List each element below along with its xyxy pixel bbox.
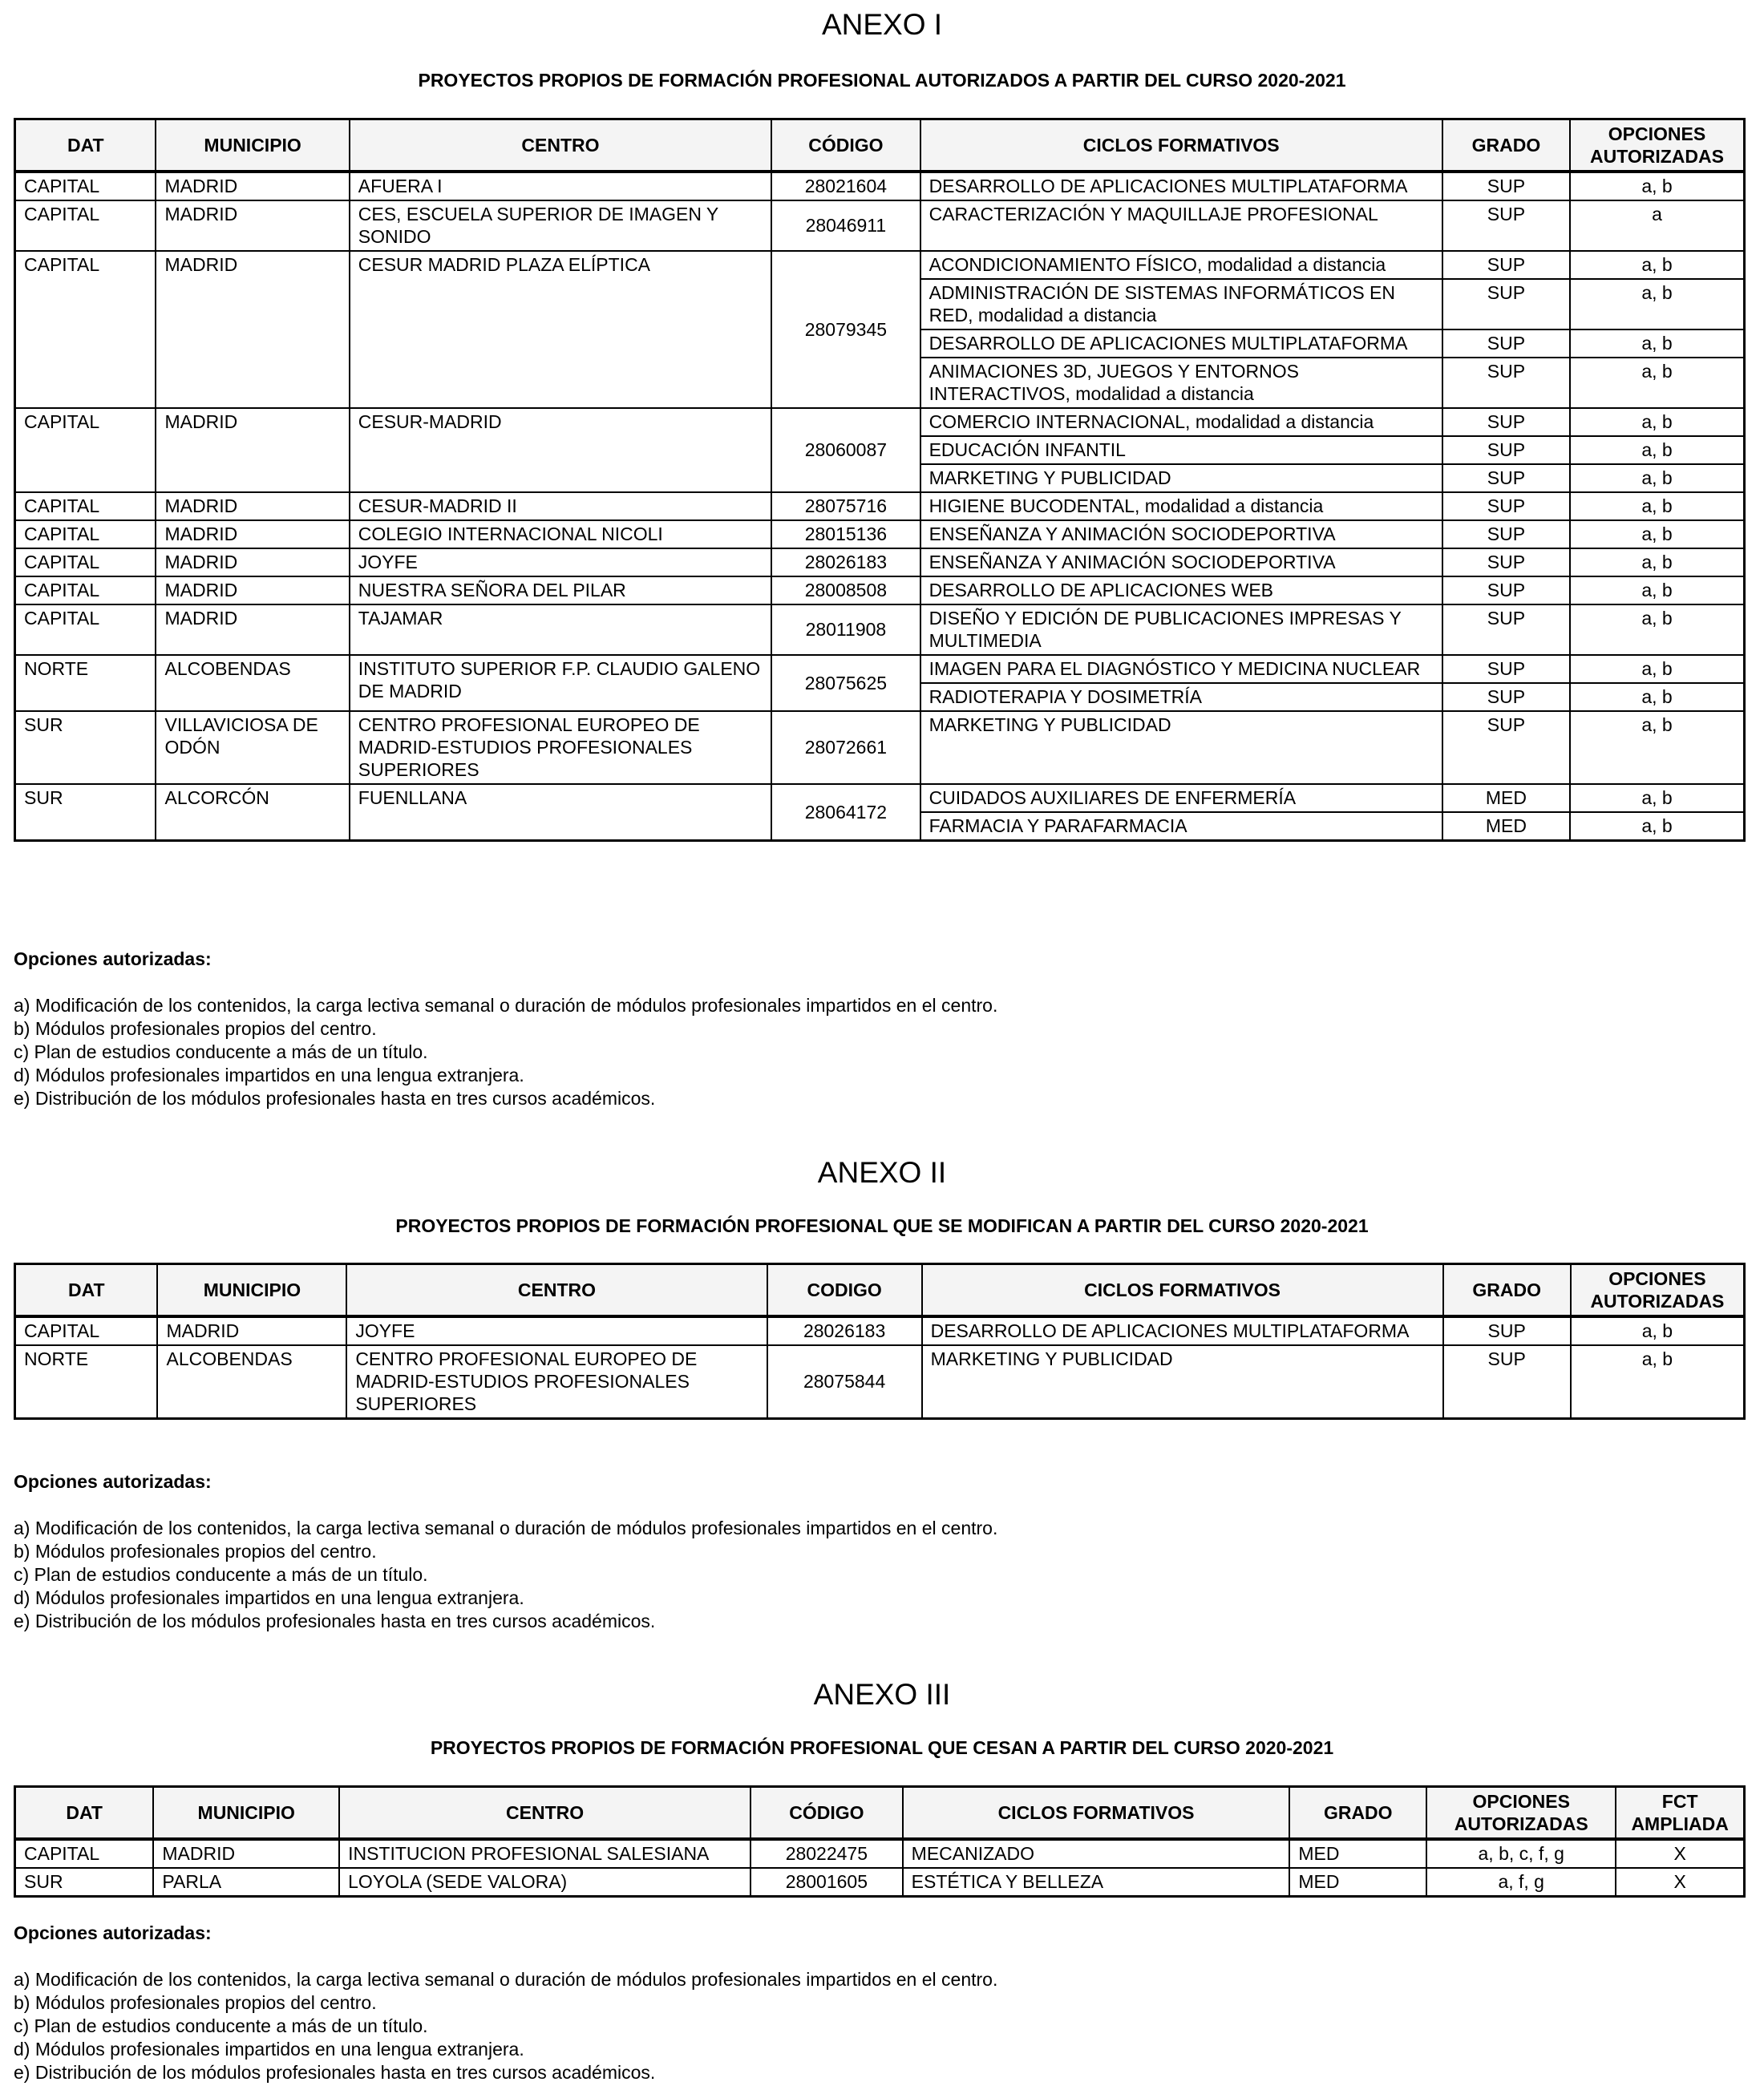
centro-cell: CESUR-MADRID [350, 408, 771, 492]
municipio-cell: ALCOBENDAS [156, 655, 349, 711]
column-header: DAT [15, 119, 156, 172]
codigo-cell: 28008508 [771, 576, 920, 604]
dat-cell: CAPITAL [15, 576, 156, 604]
column-header: OPCIONES AUTORIZADAS [1571, 1264, 1745, 1317]
dat-cell: CAPITAL [15, 492, 156, 520]
opciones-cell: a, b [1570, 576, 1744, 604]
centro-cell: LOYOLA (SEDE VALORA) [339, 1868, 751, 1897]
municipio-cell: MADRID [156, 548, 349, 576]
column-header: GRADO [1289, 1787, 1426, 1840]
table-row [15, 604, 1745, 655]
opciones-cell: a, b [1570, 408, 1744, 436]
codigo-cell: 28026183 [771, 548, 920, 576]
legend-item: b) Módulos profesionales propios del centro. [14, 1992, 377, 2013]
codigo-cell: 28075716 [771, 492, 920, 520]
table-row [15, 520, 1745, 548]
municipio-cell: MADRID [156, 576, 349, 604]
grado-cell: SUP [1442, 358, 1570, 408]
dat-cell: CAPITAL [15, 604, 156, 655]
ciclo-cell: HIGIENE BUCODENTAL, modalidad a distancia [920, 492, 1442, 520]
fct-cell: X [1616, 1839, 1744, 1868]
legend-item: a) Modificación de los contenidos, la carga lectiva semanal o duración de módulos profesionales impartidos en el centro. [14, 1969, 998, 1990]
municipio-cell: VILLAVICIOSA DE ODÓN [156, 711, 349, 784]
table-row [15, 1345, 1745, 1419]
opciones-cell: a, b [1570, 492, 1744, 520]
grado-cell: SUP [1442, 683, 1570, 711]
codigo-cell: 28075844 [767, 1345, 922, 1419]
dat-cell: SUR [15, 1868, 154, 1897]
codigo-cell: 28015136 [771, 520, 920, 548]
table-row [15, 655, 1745, 683]
dat-cell: CAPITAL [15, 251, 156, 408]
grado-cell: SUP [1442, 436, 1570, 464]
table-row [15, 492, 1745, 520]
table-row [15, 576, 1745, 604]
opciones-cell: a [1570, 200, 1744, 251]
municipio-cell: MADRID [153, 1839, 339, 1868]
ciclo-cell: DESARROLLO DE APLICACIONES WEB [920, 576, 1442, 604]
table-row [15, 172, 1745, 200]
codigo-cell: 28060087 [771, 408, 920, 492]
opciones-cell: a, f, g [1426, 1868, 1616, 1897]
grado-cell: SUP [1442, 464, 1570, 492]
ciclo-cell: MARKETING Y PUBLICIDAD [920, 464, 1442, 492]
municipio-cell: MADRID [156, 492, 349, 520]
anexo-1-title: ANEXO I [821, 8, 943, 41]
legend-title: Opciones autorizadas: [14, 948, 212, 969]
grado-cell: SUP [1442, 329, 1570, 358]
ciclo-cell: MARKETING Y PUBLICIDAD [922, 1345, 1443, 1419]
table-row [15, 200, 1745, 251]
municipio-cell: MADRID [156, 172, 349, 200]
grado-cell: SUP [1442, 655, 1570, 683]
municipio-cell: MADRID [156, 520, 349, 548]
opciones-cell: a, b [1570, 520, 1744, 548]
municipio-cell: PARLA [153, 1868, 339, 1897]
municipio-cell: ALCOBENDAS [157, 1345, 346, 1419]
centro-cell: CES, ESCUELA SUPERIOR DE IMAGEN Y SONIDO [350, 200, 771, 251]
ciclo-cell: ACONDICIONAMIENTO FÍSICO, modalidad a distancia [920, 251, 1442, 279]
anexo-1-table [14, 118, 1746, 842]
legend-item: a) Modificación de los contenidos, la carga lectiva semanal o duración de módulos profesionales impartidos en el centro. [14, 995, 998, 1016]
ciclo-cell: RADIOTERAPIA Y DOSIMETRÍA [920, 683, 1442, 711]
centro-cell: CENTRO PROFESIONAL EUROPEO DE MADRID-ESTUDIOS PROFESIONALES SUPERIORES [346, 1345, 767, 1419]
opciones-cell: a, b [1570, 251, 1744, 279]
grado-cell: SUP [1442, 520, 1570, 548]
ciclo-cell: COMERCIO INTERNACIONAL, modalidad a distancia [920, 408, 1442, 436]
opciones-cell: a, b [1571, 1316, 1745, 1345]
centro-cell: CESUR MADRID PLAZA ELÍPTICA [350, 251, 771, 408]
opciones-cell: a, b [1570, 548, 1744, 576]
opciones-cell: a, b [1570, 358, 1744, 408]
column-header: CENTRO [350, 119, 771, 172]
table-row [15, 408, 1745, 436]
codigo-cell: 28046911 [771, 200, 920, 251]
grado-cell: SUP [1442, 576, 1570, 604]
dat-cell: CAPITAL [15, 172, 156, 200]
codigo-cell: 28001605 [751, 1868, 903, 1897]
opciones-cell: a, b [1570, 683, 1744, 711]
legend-item: d) Módulos profesionales impartidos en una lengua extranjera. [14, 2039, 524, 2060]
ciclo-cell: DISEÑO Y EDICIÓN DE PUBLICACIONES IMPRESAS Y MULTIMEDIA [920, 604, 1442, 655]
grado-cell: SUP [1443, 1345, 1571, 1419]
opciones-cell: a, b [1570, 329, 1744, 358]
column-header: GRADO [1442, 119, 1570, 172]
codigo-cell: 28072661 [771, 711, 920, 784]
grado-cell: MED [1289, 1868, 1426, 1897]
codigo-cell: 28075625 [771, 655, 920, 711]
legend-item: c) Plan de estudios conducente a más de un título. [14, 1041, 428, 1062]
centro-cell: NUESTRA SEÑORA DEL PILAR [350, 576, 771, 604]
column-header: OPCIONES AUTORIZADAS [1570, 119, 1744, 172]
legend-item: b) Módulos profesionales propios del centro. [14, 1018, 377, 1039]
table-header-row [15, 119, 1745, 172]
municipio-cell: MADRID [156, 251, 349, 408]
opciones-cell: a, b [1570, 711, 1744, 784]
legend-item: e) Distribución de los módulos profesionales hasta en tres cursos académicos. [14, 1611, 656, 1631]
column-header: DAT [15, 1264, 158, 1317]
dat-cell: NORTE [15, 655, 156, 711]
column-header: MUNICIPIO [157, 1264, 346, 1317]
column-header: GRADO [1443, 1264, 1571, 1317]
centro-cell: INSTITUCION PROFESIONAL SALESIANA [339, 1839, 751, 1868]
anexo-3-table [14, 1785, 1746, 1898]
column-header: CÓDIGO [771, 119, 920, 172]
ciclo-cell: ANIMACIONES 3D, JUEGOS Y ENTORNOS INTERACTIVOS, modalidad a distancia [920, 358, 1442, 408]
codigo-cell: 28021604 [771, 172, 920, 200]
ciclo-cell: IMAGEN PARA EL DIAGNÓSTICO Y MEDICINA NUCLEAR [920, 655, 1442, 683]
centro-cell: TAJAMAR [350, 604, 771, 655]
dat-cell: CAPITAL [15, 1316, 158, 1345]
ciclo-cell: ESTÉTICA Y BELLEZA [903, 1868, 1290, 1897]
opciones-cell: a, b [1570, 812, 1744, 841]
ciclo-cell: DESARROLLO DE APLICACIONES MULTIPLATAFORMA [920, 329, 1442, 358]
anexo-2-notes [14, 1470, 997, 1633]
dat-cell: SUR [15, 711, 156, 784]
municipio-cell: MADRID [156, 604, 349, 655]
grado-cell: SUP [1442, 200, 1570, 251]
legend-item: e) Distribución de los módulos profesionales hasta en tres cursos académicos. [14, 2062, 656, 2083]
opciones-cell: a, b [1570, 604, 1744, 655]
legend-item: d) Módulos profesionales impartidos en una lengua extranjera. [14, 1065, 524, 1085]
anexo-2-table [14, 1263, 1746, 1420]
centro-cell: CESUR-MADRID II [350, 492, 771, 520]
ciclo-cell: MARKETING Y PUBLICIDAD [920, 711, 1442, 784]
legend-item: e) Distribución de los módulos profesionales hasta en tres cursos académicos. [14, 1088, 656, 1109]
dat-cell: CAPITAL [15, 1839, 154, 1868]
table-row [15, 784, 1745, 812]
table-row [15, 1868, 1745, 1897]
opciones-cell: a, b [1570, 436, 1744, 464]
centro-cell: JOYFE [350, 548, 771, 576]
grado-cell: MED [1442, 812, 1570, 841]
grado-cell: SUP [1442, 251, 1570, 279]
municipio-cell: MADRID [156, 200, 349, 251]
dat-cell: CAPITAL [15, 520, 156, 548]
column-header: OPCIONES AUTORIZADAS [1426, 1787, 1616, 1840]
centro-cell: INSTITUTO SUPERIOR F.P. CLAUDIO GALENO DE MADRID [350, 655, 771, 711]
grado-cell: SUP [1442, 172, 1570, 200]
column-header: CICLOS FORMATIVOS [903, 1787, 1290, 1840]
ciclo-cell: ADMINISTRACIÓN DE SISTEMAS INFORMÁTICOS EN RED, modalidad a distancia [920, 279, 1442, 329]
codigo-cell: 28064172 [771, 784, 920, 841]
table-header-row [15, 1264, 1745, 1317]
legend-title: Opciones autorizadas: [14, 1922, 212, 1943]
fct-cell: X [1616, 1868, 1744, 1897]
centro-cell: FUENLLANA [350, 784, 771, 841]
column-header: DAT [15, 1787, 154, 1840]
ciclo-cell: MECANIZADO [903, 1839, 1290, 1868]
column-header: MUNICIPIO [156, 119, 349, 172]
opciones-cell: a, b, c, f, g [1426, 1839, 1616, 1868]
centro-cell: JOYFE [346, 1316, 767, 1345]
anexo-3-notes [14, 1922, 997, 2084]
opciones-cell: a, b [1570, 464, 1744, 492]
codigo-cell: 28022475 [751, 1839, 903, 1868]
grado-cell: SUP [1442, 604, 1570, 655]
ciclo-cell: CARACTERIZACIÓN Y MAQUILLAJE PROFESIONAL [920, 200, 1442, 251]
anexo-3-subtitle: PROYECTOS PROPIOS DE FORMACIÓN PROFESIONAL QUE CESAN A PARTIR DEL CURSO 2020-2021 [430, 1737, 1334, 1758]
opciones-cell: a, b [1570, 172, 1744, 200]
grado-cell: SUP [1442, 492, 1570, 520]
legend-item: d) Módulos profesionales impartidos en una lengua extranjera. [14, 1587, 524, 1608]
dat-cell: NORTE [15, 1345, 158, 1419]
legend-item: c) Plan de estudios conducente a más de un título. [14, 2015, 428, 2036]
ciclo-cell: DESARROLLO DE APLICACIONES MULTIPLATAFORMA [922, 1316, 1443, 1345]
table-row [15, 1316, 1745, 1345]
grado-cell: SUP [1442, 711, 1570, 784]
dat-cell: SUR [15, 784, 156, 841]
centro-cell: CENTRO PROFESIONAL EUROPEO DE MADRID-ESTUDIOS PROFESIONALES SUPERIORES [350, 711, 771, 784]
column-header: CICLOS FORMATIVOS [922, 1264, 1443, 1317]
column-header: CICLOS FORMATIVOS [920, 119, 1442, 172]
column-header: CODIGO [767, 1264, 922, 1317]
opciones-cell: a, b [1571, 1345, 1745, 1419]
table-header-row [15, 1787, 1745, 1840]
ciclo-cell: DESARROLLO DE APLICACIONES MULTIPLATAFORMA [920, 172, 1442, 200]
legend-item: a) Modificación de los contenidos, la carga lectiva semanal o duración de módulos profesionales impartidos en el centro. [14, 1518, 998, 1538]
grado-cell: SUP [1442, 548, 1570, 576]
centro-cell: AFUERA I [350, 172, 771, 200]
opciones-cell: a, b [1570, 279, 1744, 329]
ciclo-cell: FARMACIA Y PARAFARMACIA [920, 812, 1442, 841]
grado-cell: SUP [1442, 279, 1570, 329]
municipio-cell: MADRID [157, 1316, 346, 1345]
column-header: FCT AMPLIADA [1616, 1787, 1744, 1840]
table-row [15, 548, 1745, 576]
codigo-cell: 28026183 [767, 1316, 922, 1345]
anexo-1-subtitle: PROYECTOS PROPIOS DE FORMACIÓN PROFESIONAL AUTORIZADOS A PARTIR DEL CURSO 2020-2021 [418, 70, 1346, 91]
column-header: CÓDIGO [751, 1787, 903, 1840]
grado-cell: SUP [1442, 408, 1570, 436]
anexo-2-subtitle: PROYECTOS PROPIOS DE FORMACIÓN PROFESIONAL QUE SE MODIFICAN A PARTIR DEL CURSO 2020-2021 [395, 1215, 1369, 1236]
municipio-cell: MADRID [156, 408, 349, 492]
legend-item: b) Módulos profesionales propios del centro. [14, 1541, 377, 1562]
opciones-cell: a, b [1570, 655, 1744, 683]
codigo-cell: 28011908 [771, 604, 920, 655]
opciones-cell: a, b [1570, 784, 1744, 812]
column-header: CENTRO [346, 1264, 767, 1317]
table-row [15, 711, 1745, 784]
centro-cell: COLEGIO INTERNACIONAL NICOLI [350, 520, 771, 548]
ciclo-cell: CUIDADOS AUXILIARES DE ENFERMERÍA [920, 784, 1442, 812]
ciclo-cell: EDUCACIÓN INFANTIL [920, 436, 1442, 464]
ciclo-cell: ENSEÑANZA Y ANIMACIÓN SOCIODEPORTIVA [920, 548, 1442, 576]
dat-cell: CAPITAL [15, 408, 156, 492]
legend-title: Opciones autorizadas: [14, 1471, 212, 1492]
table-row [15, 251, 1745, 279]
column-header: MUNICIPIO [153, 1787, 339, 1840]
ciclo-cell: ENSEÑANZA Y ANIMACIÓN SOCIODEPORTIVA [920, 520, 1442, 548]
dat-cell: CAPITAL [15, 548, 156, 576]
anexo-1-notes [14, 948, 997, 1110]
column-header: CENTRO [339, 1787, 751, 1840]
grado-cell: SUP [1443, 1316, 1571, 1345]
dat-cell: CAPITAL [15, 200, 156, 251]
grado-cell: MED [1289, 1839, 1426, 1868]
anexo-2-title: ANEXO II [817, 1156, 947, 1189]
legend-item: c) Plan de estudios conducente a más de un título. [14, 1564, 428, 1585]
grado-cell: MED [1442, 784, 1570, 812]
codigo-cell: 28079345 [771, 251, 920, 408]
table-row [15, 1839, 1745, 1868]
municipio-cell: ALCORCÓN [156, 784, 349, 841]
anexo-3-title: ANEXO III [813, 1678, 951, 1711]
